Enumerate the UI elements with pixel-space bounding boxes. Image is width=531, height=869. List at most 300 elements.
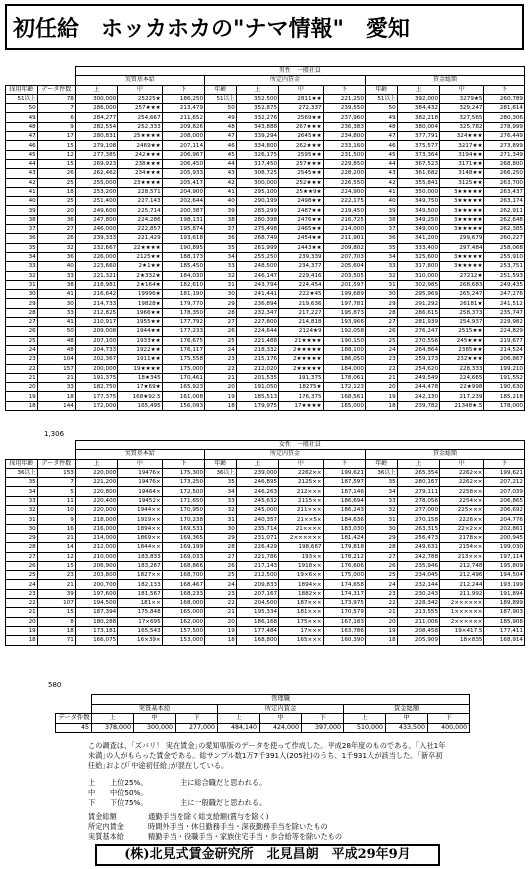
table-row: [6, 355, 525, 364]
table-cell: 213,479: [162, 104, 204, 113]
table-cell: 258,068: [484, 243, 525, 252]
table-cell: 21: [205, 608, 237, 617]
table-cell: 44: [365, 159, 397, 168]
table-cell: 27: [6, 318, 38, 327]
table-row: [6, 215, 525, 224]
table-cell: 29: [205, 533, 237, 542]
table-row: [6, 122, 525, 131]
management-table: [55, 694, 470, 733]
table-cell: 195,809: [484, 561, 525, 570]
table-cell: 3171★★: [440, 159, 484, 168]
group-label: 賃金総額: [365, 450, 524, 459]
table-cell: 248,500: [236, 262, 278, 271]
definition-item: [88, 822, 342, 832]
table-cell: 42: [365, 178, 397, 187]
table-cell: 168,561: [323, 392, 365, 401]
table-cell: 179,818: [323, 543, 365, 552]
table-cell: 42: [205, 178, 237, 187]
table-cell: 199,210: [484, 364, 525, 373]
table-cell: 279,111: [397, 487, 439, 496]
table-cell: 37: [365, 225, 397, 234]
table-cell: 18: [365, 401, 397, 410]
table-row: [6, 262, 525, 271]
table-cell: 326,175: [236, 150, 278, 159]
definition-item: [88, 812, 342, 822]
table-cell: 295,100: [236, 187, 278, 196]
table-cell: 285,299: [236, 206, 278, 215]
table-cell: 1××××××: [440, 608, 484, 617]
table-cell: 17★★★★: [279, 401, 323, 410]
table-cell: 2178××: [440, 533, 484, 542]
table-cell: 206,865: [484, 496, 525, 505]
table-cell: 290,199: [236, 197, 278, 206]
table-cell: 22: [365, 364, 397, 373]
table-cell: 510,000: [344, 723, 386, 733]
table-cell: 26: [37, 169, 75, 178]
table-cell: 33: [6, 496, 38, 505]
table-cell: 15: [37, 561, 75, 570]
table-cell: 211×××: [279, 506, 323, 515]
table-cell: 19: [6, 626, 38, 635]
table-cell: 182,610: [162, 280, 204, 289]
table-cell: 21××5×: [279, 515, 323, 524]
table-cell: 28: [365, 543, 397, 552]
table-cell: 265,354: [397, 468, 439, 477]
table-cell: 157,500: [162, 626, 204, 635]
table-cell: 349,000: [397, 225, 439, 234]
table-cell: 226,550: [323, 178, 365, 187]
table-cell: 199,689: [323, 290, 365, 299]
table-cell: 214,000: [323, 225, 365, 234]
table-row: [6, 252, 525, 261]
table-cell: 32: [37, 243, 75, 252]
table-cell: 25225★: [118, 94, 162, 103]
table-cell: 18: [6, 401, 38, 410]
table-cell: 238★★★: [118, 159, 162, 168]
column-header: 上: [218, 714, 260, 724]
table-cell: 182,750: [75, 383, 117, 392]
table-cell: 23: [37, 571, 75, 580]
table-cell: 36以上: [6, 468, 38, 477]
table-cell: 41: [205, 187, 237, 196]
table-cell: 29: [205, 299, 237, 308]
table-row: [6, 197, 525, 206]
table-cell: 246,147: [236, 271, 278, 280]
column-header: 下: [323, 85, 365, 94]
table-cell: 202,861: [484, 524, 525, 533]
table-cell: 2498★★: [279, 197, 323, 206]
table-cell: 71: [37, 636, 75, 645]
table-cell: 341,200: [397, 234, 439, 243]
table-cell: 180,288: [75, 617, 117, 626]
table-cell: 2595★★: [279, 150, 323, 159]
table-cell: 38: [205, 215, 237, 224]
table-cell: 191,050: [236, 383, 278, 392]
table-cell: 236,894: [236, 299, 278, 308]
table-cell: 21: [365, 608, 397, 617]
table-cell: 24: [205, 345, 237, 354]
table-cell: 239,782: [397, 401, 439, 410]
table-cell: 1869××: [118, 533, 162, 542]
table-cell: 239,000: [236, 468, 278, 477]
column-header: 下: [162, 85, 204, 94]
table-cell: 1955★★: [118, 318, 162, 327]
table-cell: 49: [205, 113, 237, 122]
table-cell: 332,276: [236, 113, 278, 122]
table-cell: 204,500: [236, 599, 278, 608]
table-cell: 203,800: [75, 571, 117, 580]
table-cell: 297,484: [440, 243, 484, 252]
table-cell: 30: [205, 524, 237, 533]
table-cell: 31: [365, 515, 397, 524]
table-cell: 26: [6, 561, 38, 570]
column-header: データ件数: [56, 714, 92, 724]
table-cell: 212,000: [75, 543, 117, 552]
table-cell: 207,703: [323, 252, 365, 261]
table-cell: 3148★★: [440, 169, 484, 178]
table-cell: 174,658: [323, 580, 365, 589]
table-cell: 169,033: [162, 552, 204, 561]
table-cell: 10: [37, 506, 75, 515]
column-header: 下: [302, 714, 344, 724]
table-cell: 207,167: [236, 589, 278, 598]
table-cell: 252,333: [118, 122, 162, 131]
table-cell: 190,895: [162, 243, 204, 252]
table-row: [6, 243, 525, 252]
table-cell: 242,130: [397, 392, 439, 401]
table-cell: 220,000: [75, 468, 117, 477]
column-header: 下: [484, 459, 525, 468]
table-cell: 50: [37, 327, 75, 336]
table-cell: 215,176: [236, 355, 278, 364]
table-cell: 484,140: [218, 723, 260, 733]
table-cell: 257★★★: [118, 104, 162, 113]
table-cell: 261,999: [236, 243, 278, 252]
table-cell: 25: [205, 336, 237, 345]
table-cell: 291,292: [397, 299, 439, 308]
table-cell: 24: [365, 580, 397, 589]
table-cell: 2476★★: [279, 215, 323, 224]
table-cell: 23: [205, 589, 237, 598]
female-section-label: 女性 一般社員: [75, 441, 524, 450]
table-cell: 2262××: [440, 478, 484, 487]
table-cell: 168★92.5: [118, 392, 162, 401]
table-cell: 217,239: [440, 392, 484, 401]
table-cell: 224,454: [279, 280, 323, 289]
column-header: 中: [134, 714, 176, 724]
column-header: 中: [440, 85, 484, 94]
table-cell: 18: [37, 626, 75, 635]
table-cell: 300,000: [236, 178, 278, 187]
table-cell: 200,945: [484, 533, 525, 542]
table-cell: 48: [37, 336, 75, 345]
table-cell: 246,263: [236, 487, 278, 496]
column-header: 中: [440, 459, 484, 468]
definition-term: 賃金総額: [88, 812, 117, 821]
table-cell: 246,000: [75, 225, 117, 234]
table-cell: 50: [205, 104, 237, 113]
table-cell: 201,535: [236, 373, 278, 382]
table-cell: 162,000: [162, 617, 204, 626]
table-cell: 3★★★★★: [440, 197, 484, 206]
table-row: [6, 159, 525, 168]
table-cell: 241,512: [484, 299, 525, 308]
table-row: [6, 571, 525, 580]
table-cell: 35: [205, 478, 237, 487]
table-cell: 384,432: [397, 104, 439, 113]
table-cell: 231,500: [323, 150, 365, 159]
table-cell: 3217★★: [440, 141, 484, 150]
table-cell: 184,636: [323, 515, 365, 524]
table-cell: 225,714: [118, 206, 162, 215]
table-cell: 212,496: [440, 571, 484, 580]
table-cell: 286,615: [397, 308, 439, 317]
table-cell: 165,000: [162, 608, 204, 617]
table-cell: 34: [205, 252, 237, 261]
table-cell: 3★★★★★: [440, 252, 484, 261]
table-cell: 177,375: [75, 392, 117, 401]
table-cell: 34: [205, 487, 237, 496]
table-cell: 26: [6, 327, 38, 336]
table-cell: 270,158: [397, 515, 439, 524]
table-cell: 19464×: [118, 487, 162, 496]
table-cell: 21××××: [279, 524, 323, 533]
table-cell: 216,725: [323, 215, 365, 224]
table-cell: 37: [205, 225, 237, 234]
table-cell: 26: [205, 561, 237, 570]
table-cell: 349,750: [397, 197, 439, 206]
table-cell: 198,131: [162, 215, 204, 224]
table-cell: 2★★★★★: [279, 345, 323, 354]
table-cell: 228,571: [118, 187, 162, 196]
table-cell: 19: [205, 626, 237, 635]
table-cell: 189,899: [484, 599, 525, 608]
table-cell: 21★★★★: [279, 336, 323, 345]
group-label: 賃金総額: [344, 704, 470, 714]
table-cell: 23: [205, 355, 237, 364]
table-cell: 25: [365, 336, 397, 345]
table-cell: 203,505: [323, 271, 365, 280]
table-cell: 2443★★: [279, 243, 323, 252]
definition-list: [88, 812, 342, 842]
table-cell: 205,909: [397, 636, 439, 645]
table-cell: 161,008: [162, 392, 204, 401]
table-cell: 19: [6, 392, 38, 401]
table-cell: 237,960: [323, 113, 365, 122]
table-cell: 213×××: [440, 552, 484, 561]
table-cell: 206,450: [162, 159, 204, 168]
table-cell: 206,967: [162, 150, 204, 159]
table-cell: 243,794: [236, 280, 278, 289]
table-row: [6, 515, 525, 524]
table-cell: 2487★★: [279, 206, 323, 215]
table-cell: 302,985: [397, 280, 439, 289]
table-cell: 280,167: [397, 478, 439, 487]
table-cell: 2★1★★: [118, 262, 162, 271]
table-row: [6, 113, 525, 122]
table-cell: 29: [365, 299, 397, 308]
table-cell: 204,733: [75, 345, 117, 354]
table-cell: 21: [205, 373, 237, 382]
table-cell: 176,375: [279, 392, 323, 401]
table-cell: 2★★★★★: [279, 355, 323, 364]
table-cell: 153,000: [162, 636, 204, 645]
table-cell: 202,367: [75, 355, 117, 364]
table-cell: 262,648: [484, 215, 525, 224]
table-cell: 208,000: [162, 132, 204, 141]
table-cell: 325,600: [397, 252, 439, 261]
table-cell: 204,900: [162, 187, 204, 196]
table-cell: 25★★★★: [118, 132, 162, 141]
table-cell: 242★★★: [118, 150, 162, 159]
table-cell: 1844××: [118, 543, 162, 552]
table-cell: 225×××: [440, 506, 484, 515]
column-header: 中: [279, 459, 323, 468]
table-cell: 34: [6, 252, 38, 261]
table-cell: 3★★★★★: [440, 262, 484, 271]
table-cell: 221,786: [236, 552, 278, 561]
table-cell: 19476×: [118, 468, 162, 477]
table-cell: 186,243: [323, 506, 365, 515]
table-cell: 2124★9: [279, 327, 323, 336]
table-row: [6, 487, 525, 496]
table-cell: 433,500: [386, 723, 428, 733]
group-label: 所定内賃金: [205, 450, 366, 459]
table-cell: 21: [37, 580, 75, 589]
table-cell: 35: [6, 478, 38, 487]
table-cell: 324★★★: [440, 132, 484, 141]
table-cell: 19476×: [118, 478, 162, 487]
table-cell: 202,644: [162, 197, 204, 206]
female-salary-table: [5, 440, 525, 646]
table-cell: 220,400: [75, 496, 117, 505]
table-cell: 300,000: [134, 723, 176, 733]
table-cell: 216,642: [75, 290, 117, 299]
column-header: 年齢: [365, 85, 397, 94]
table-cell: 2★164★: [118, 280, 162, 289]
table-cell: 218,000: [75, 515, 117, 524]
table-cell: 24: [6, 580, 38, 589]
table-cell: 171,650: [162, 496, 204, 505]
column-header: 下: [484, 85, 525, 94]
table-cell: 31: [205, 280, 237, 289]
table-cell: 27: [37, 225, 75, 234]
legend-desc: 下位75%。: [110, 798, 148, 807]
table-cell: 40: [6, 197, 38, 206]
table-cell: 21: [365, 373, 397, 382]
table-cell: 168,467: [162, 580, 204, 589]
table-cell: 28: [6, 543, 38, 552]
table-cell: 229,982: [484, 318, 525, 327]
table-cell: 30: [205, 290, 237, 299]
table-cell: 178,000: [484, 401, 525, 410]
column-header: 下: [323, 459, 365, 468]
table-cell: 177,792: [162, 318, 204, 327]
table-cell: 382,218: [397, 113, 439, 122]
table-row: [6, 308, 525, 317]
table-cell: 2811★★: [279, 94, 323, 103]
column-header: 上: [75, 459, 117, 468]
table-cell: 40: [37, 262, 75, 271]
table-cell: 24: [365, 345, 397, 354]
management-section-label: 管理職: [92, 695, 470, 705]
group-label: 実質基本給: [75, 76, 204, 85]
table-cell: 27: [205, 552, 237, 561]
table-cell: 25: [365, 571, 397, 580]
table-cell: 17★69★: [118, 383, 162, 392]
table-cell: 51以上: [205, 94, 237, 103]
column-header: 上: [75, 85, 117, 94]
table-cell: 240,357: [236, 515, 278, 524]
table-row: [6, 617, 525, 626]
table-cell: 167,183: [323, 617, 365, 626]
table-row: [6, 345, 525, 354]
table-cell: 222,857: [118, 225, 162, 234]
table-cell: 2226××: [440, 515, 484, 524]
table-cell: 214,818: [279, 318, 323, 327]
table-cell: 197,781: [323, 299, 365, 308]
table-cell: 32: [6, 506, 38, 515]
table-row: [6, 608, 525, 617]
table-cell: 1944××: [118, 506, 162, 515]
table-cell: 36: [6, 234, 38, 243]
table-cell: 218,981: [75, 280, 117, 289]
table-cell: 252★★★: [279, 178, 323, 187]
table-cell: 206,867: [484, 355, 525, 364]
table-cell: 51以上: [365, 94, 397, 103]
female-total: 580: [48, 681, 62, 689]
table-row: [6, 336, 525, 345]
table-cell: 256,473: [397, 533, 439, 542]
table-cell: 25: [205, 571, 237, 580]
table-cell: 207,114: [162, 141, 204, 150]
table-cell: 267★★★: [279, 122, 323, 131]
table-cell: 213,555: [397, 608, 439, 617]
table-row: [6, 543, 525, 552]
table-cell: 43: [365, 169, 397, 178]
table-cell: 175,558: [162, 355, 204, 364]
table-cell: 2262××: [440, 468, 484, 477]
table-cell: 26181★: [440, 299, 484, 308]
table-cell: 228,333: [440, 364, 484, 373]
table-cell: 174,317: [323, 589, 365, 598]
table-cell: 181×××: [279, 608, 323, 617]
column-header: 中: [260, 714, 302, 724]
table-cell: 25★★9★: [279, 187, 323, 196]
table-cell: 234,377: [279, 262, 323, 271]
table-cell: 262,462: [75, 169, 117, 178]
table-cell: 25: [6, 336, 38, 345]
table-cell: 231,071: [236, 533, 278, 542]
table-cell: 179,770: [162, 299, 204, 308]
group-label: 所定内賃金: [218, 704, 344, 714]
table-cell: 1966★★: [118, 308, 162, 317]
table-cell: 23: [6, 355, 38, 364]
table-cell: 19452×: [118, 496, 162, 505]
table-cell: 27212★: [440, 271, 484, 280]
legend-remark: 主に一般職だと思われる。: [180, 798, 267, 807]
table-cell: 424,000: [260, 723, 302, 733]
table-cell: 244,478: [397, 383, 439, 392]
table-cell: 3194★★: [440, 150, 484, 159]
table-cell: 199,030: [484, 543, 525, 552]
table-cell: 2115××: [279, 496, 323, 505]
table-cell: 2645★★: [279, 132, 323, 141]
column-header: 年齢: [365, 459, 397, 468]
table-cell: 2★★★★★: [279, 364, 323, 373]
table-cell: 188,100: [323, 345, 365, 354]
table-cell: 48: [365, 122, 397, 131]
